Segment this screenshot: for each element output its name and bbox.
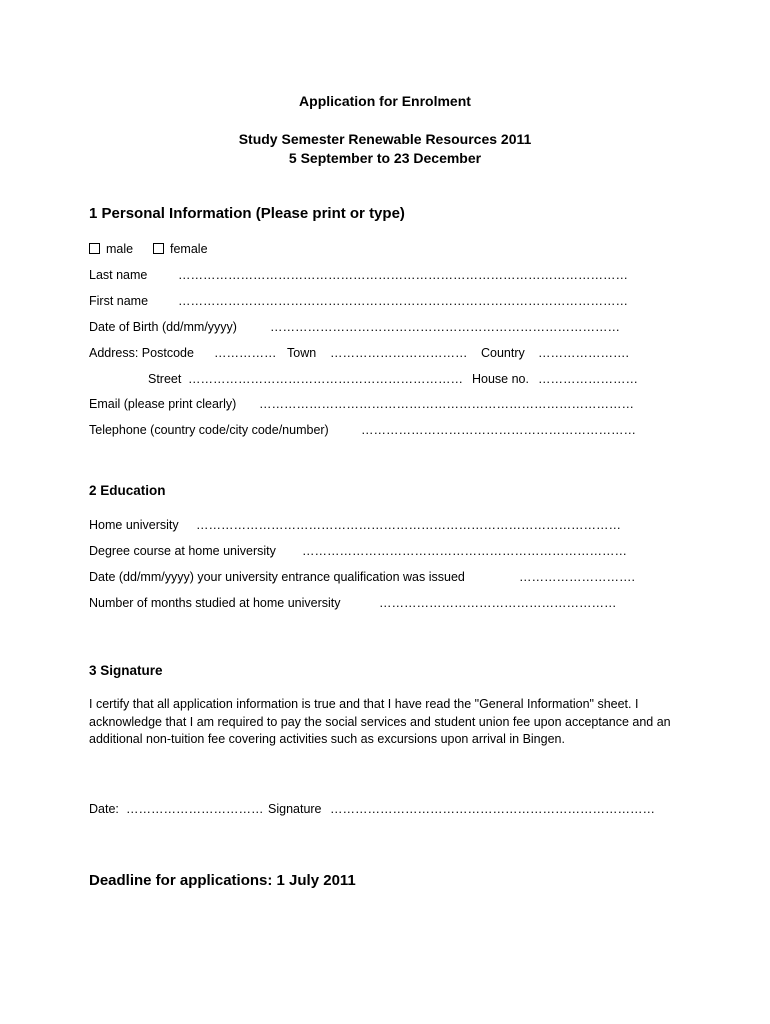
- section3-heading: 3 Signature: [89, 663, 163, 678]
- dob-field[interactable]: …………………………………………………………………………: [270, 320, 620, 334]
- document-title: Application for Enrolment: [299, 93, 471, 109]
- deadline-notice: Deadline for applications: 1 July 2011: [89, 872, 356, 889]
- home-university-label: Home university: [89, 518, 179, 532]
- gender-female-option[interactable]: [153, 242, 208, 256]
- female-label: female: [170, 242, 208, 256]
- postcode-field[interactable]: ……………: [214, 346, 277, 360]
- email-label: Email (please print clearly): [89, 397, 237, 411]
- entrance-date-label: Date (dd/mm/yyyy) your university entrance qualification was issued: [89, 570, 465, 584]
- document-subtitle-line2: 5 September to 23 December: [288, 150, 482, 166]
- document-subtitle-line1: Study Semester Renewable Resources 2011: [238, 131, 532, 147]
- street-field[interactable]: …………………………………………………………: [188, 372, 463, 386]
- house-no-label: House no.: [472, 372, 529, 386]
- street-label: Street: [148, 372, 182, 386]
- gender-male-option[interactable]: [89, 242, 133, 256]
- postcode-label: Address: Postcode: [89, 346, 194, 360]
- signature-field[interactable]: ……………………………………………………………………: [330, 802, 655, 816]
- degree-course-label: Degree course at home university: [89, 544, 276, 558]
- male-label: male: [106, 242, 134, 256]
- entrance-date-field[interactable]: ……………………….: [519, 570, 635, 584]
- email-field[interactable]: ………………………………………………………………………………: [259, 397, 634, 411]
- female-checkbox[interactable]: [153, 243, 164, 254]
- dob-label: Date of Birth (dd/mm/yyyy): [89, 320, 237, 334]
- section2-heading: 2 Education: [89, 483, 166, 498]
- first-name-field[interactable]: ………………………………………………………………………………………………: [178, 294, 628, 308]
- last-name-field[interactable]: ………………………………………………………………………………………………: [178, 268, 628, 282]
- certification-paragraph: I certify that all application information is true and that I have read the "General Information" sheet. I acknowledge that I am required to pay the social services and student union fee upon acceptance and an additional non-tuition fee covering activities such as excursions upon arrival in Bingen.: [89, 697, 671, 746]
- degree-course-field[interactable]: ……………………………………………………………………: [302, 544, 627, 558]
- date-label: Date:: [89, 802, 119, 816]
- country-field[interactable]: ………………….: [538, 346, 629, 360]
- house-no-field[interactable]: ……………………: [538, 372, 638, 386]
- months-studied-field[interactable]: …………………………………………………: [379, 596, 617, 610]
- telephone-field[interactable]: …………………………………………………………: [361, 423, 636, 437]
- first-name-label: First name: [89, 294, 149, 308]
- male-checkbox[interactable]: [89, 243, 100, 254]
- country-label: Country: [481, 346, 525, 360]
- last-name-label: Last name: [89, 268, 148, 282]
- months-studied-label: Number of months studied at home university: [89, 596, 341, 610]
- town-label: Town: [287, 346, 317, 360]
- town-field[interactable]: ……………………………: [330, 346, 468, 360]
- date-field[interactable]: ……………………………: [126, 802, 264, 816]
- signature-label: Signature: [268, 802, 322, 816]
- telephone-label: Telephone (country code/city code/number): [89, 423, 329, 437]
- section1-heading: 1 Personal Information (Please print or type): [89, 205, 405, 222]
- home-university-field[interactable]: …………………………………………………………………………………………: [196, 518, 621, 532]
